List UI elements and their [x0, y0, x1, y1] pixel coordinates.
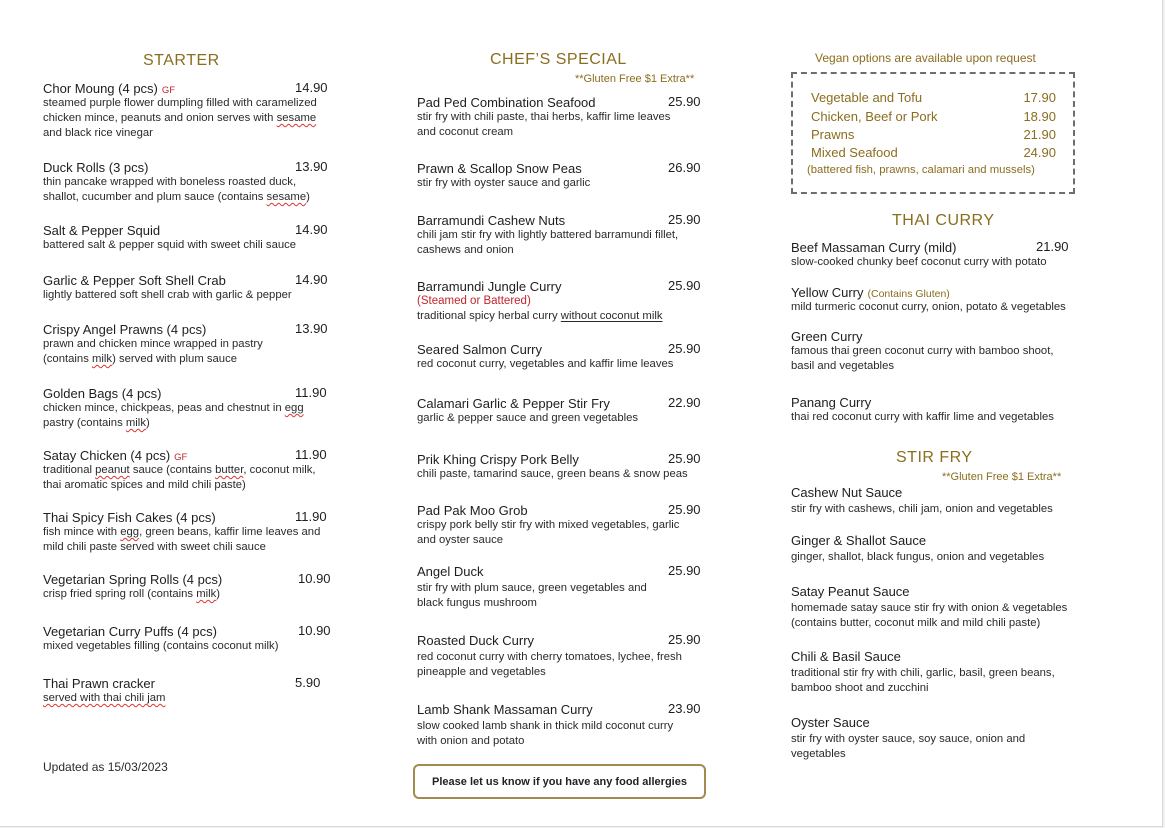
item-description: lightly battered soft shell crab with garlic & pepper	[43, 289, 292, 301]
item-description: stir fry with plum sauce, green vegetables and black fungus mushroom	[417, 582, 647, 609]
option-price: 21.90	[1023, 127, 1056, 142]
option-name: Chicken, Beef or Pork	[811, 109, 938, 124]
item-description: red coconut curry, vegetables and kaffir lime leaves	[417, 358, 674, 370]
gluten-tag: (Contains Gluten)	[867, 288, 950, 300]
item-name: Salt & Pepper Squid	[43, 223, 161, 238]
item-description: chili paste, tamarind sauce, green beans & snow peas	[417, 468, 688, 480]
item-price: 11.90	[295, 509, 327, 524]
menu-item	[791, 394, 1121, 425]
item-description: stir fry with oyster sauce, soy sauce, onion and vegetables	[791, 733, 1026, 760]
item-name: Satay Chicken (4 pcs)	[43, 448, 171, 463]
item-description: stir fry with oyster sauce and garlic	[417, 177, 591, 189]
menu-item	[417, 701, 727, 749]
protein-option	[811, 90, 1056, 105]
protein-options-box	[791, 72, 1075, 194]
item-description: famous thai green coconut curry with bamboo shoot, basil and vegetables	[791, 345, 1054, 372]
allergy-notice: Please let us know if you have any food allergies	[413, 764, 706, 799]
item-price: 25.90	[668, 94, 701, 109]
item-name: Satay Peanut Sauce	[791, 584, 910, 599]
menu-item	[791, 583, 1121, 631]
item-description: traditional spicy herbal curry without coconut milk	[417, 310, 663, 322]
item-description: traditional peanut sauce (contains butter, coconut milk, thai aromatic spices and mild chili paste)	[43, 464, 316, 491]
item-name: Lamb Shank Massaman Curry	[417, 702, 593, 717]
gluten-free-note: **Gluten Free $1 Extra**	[575, 73, 695, 85]
item-price: 25.90	[668, 212, 701, 227]
option-name: Vegetable and Tofu	[811, 90, 923, 105]
item-description: ginger, shallot, black fungus, onion and vegetables	[791, 551, 1045, 563]
menu-item	[791, 484, 1121, 517]
item-name: Pad Pak Moo Grob	[417, 503, 528, 518]
item-description: crisp fried spring roll (contains milk)	[43, 588, 221, 600]
item-name: Prik Khing Crispy Pork Belly	[417, 452, 579, 467]
item-description: homemade satay sauce stir fry with onion & vegetables (contains butter, coconut milk and mild chili paste)	[791, 602, 1068, 629]
item-name: Roasted Duck Curry	[417, 633, 535, 648]
vegan-note: Vegan options are available upon request	[815, 51, 1036, 65]
menu-item	[43, 272, 363, 303]
protein-option	[811, 109, 1056, 124]
option-price: 18.90	[1023, 109, 1056, 124]
item-name: Chor Moung (4 pcs)	[43, 81, 158, 96]
item-price: 13.90	[295, 321, 328, 336]
menu-item	[791, 328, 1121, 374]
option-name: Prawns	[811, 127, 855, 142]
menu-item	[417, 502, 727, 548]
item-name: Chili & Basil Sauce	[791, 649, 901, 664]
menu-item	[417, 395, 727, 426]
item-name: Panang Curry	[791, 395, 872, 410]
item-name: Cashew Nut Sauce	[791, 485, 903, 500]
menu-item	[43, 675, 363, 706]
item-name: Vegetarian Spring Rolls (4 pcs)	[43, 572, 223, 587]
menu-item	[417, 563, 727, 611]
item-description: battered salt & pepper squid with sweet chili sauce	[43, 239, 297, 251]
item-description: served with thai chili jam	[43, 692, 166, 704]
item-name: Green Curry	[791, 329, 863, 344]
item-price: 5.90	[295, 675, 321, 690]
gf-tag: GF	[161, 85, 176, 96]
menu-item	[43, 509, 363, 555]
item-price: 25.90	[668, 502, 701, 517]
item-description: stir fry with chili paste, thai herbs, kaffir lime leaves and coconut cream	[417, 111, 671, 138]
item-name: Yellow Curry	[791, 285, 864, 300]
starter-heading: STARTER	[143, 52, 220, 69]
item-price: 14.90	[295, 222, 328, 237]
protein-option	[811, 145, 1056, 160]
item-description: garlic & pepper sauce and green vegetables	[417, 412, 639, 424]
item-name: Vegetarian Curry Puffs (4 pcs)	[43, 624, 217, 639]
item-description: fish mince with egg, green beans, kaffir lime leaves and mild chili paste served with sweet chili sauce	[43, 526, 321, 553]
item-price: 10.90	[298, 571, 331, 586]
item-description: mixed vegetables filling (contains coconut milk)	[43, 640, 279, 652]
item-name: Garlic & Pepper Soft Shell Crab	[43, 273, 226, 288]
menu-item	[417, 160, 727, 191]
item-description: traditional stir fry with chili, garlic, basil, green beans, bamboo shoot and zucchini	[791, 667, 1055, 694]
option-name: Mixed Seafood	[811, 145, 898, 160]
item-description: stir fry with cashews, chili jam, onion and vegetables	[791, 503, 1053, 515]
item-name: Duck Rolls (3 pcs)	[43, 160, 149, 175]
item-description: red coconut curry with cherry tomatoes, lychee, fresh pineapple and vegetables	[417, 651, 682, 678]
item-description: mild turmeric coconut curry, onion, potato & vegetables	[791, 301, 1066, 313]
updated-date: Updated as 15/03/2023	[43, 760, 168, 774]
menu-item	[417, 212, 727, 258]
item-name: Angel Duck	[417, 564, 484, 579]
chefs-special-heading: CHEF’S SPECIAL	[490, 51, 627, 68]
item-name: Oyster Sauce	[791, 715, 870, 730]
item-name: Beef Massaman Curry (mild)	[791, 240, 957, 255]
seafood-note: (battered fish, prawns, calamari and mussels)	[807, 164, 1035, 176]
item-price: 14.90	[295, 80, 328, 95]
item-description: prawn and chicken mince wrapped in pastry (contains milk) served with plum sauce	[43, 338, 263, 365]
item-price: 25.90	[668, 632, 701, 647]
item-name: Calamari Garlic & Pepper Stir Fry	[417, 396, 610, 411]
item-name: Golden Bags (4 pcs)	[43, 386, 162, 401]
item-price: 14.90	[295, 272, 328, 287]
menu-item	[791, 532, 1121, 565]
item-description: crispy pork belly stir fry with mixed vegetables, garlic and oyster sauce	[417, 519, 680, 546]
menu-item	[417, 632, 727, 680]
thai-curry-heading: THAI CURRY	[892, 212, 995, 229]
menu-item	[43, 571, 363, 602]
option-price: 24.90	[1023, 145, 1056, 160]
cooking-option: (Steamed or Battered)	[417, 295, 531, 307]
menu-item	[43, 385, 363, 431]
item-name: Barramundi Cashew Nuts	[417, 213, 566, 228]
item-description: chili jam stir fry with lightly battered barramundi fillet, cashews and onion	[417, 229, 679, 256]
item-description: slow cooked lamb shank in thick mild coconut curry with onion and potato	[417, 720, 674, 747]
menu-item	[43, 447, 363, 493]
protein-option	[811, 127, 1056, 142]
menu-item	[791, 284, 1121, 315]
gluten-free-note: **Gluten Free $1 Extra**	[942, 471, 1062, 483]
menu-item	[43, 321, 363, 367]
item-price: 25.90	[668, 563, 701, 578]
item-price: 21.90	[1036, 239, 1069, 254]
menu-item	[43, 222, 363, 253]
menu-item	[791, 648, 1121, 696]
item-price: 23.90	[668, 701, 701, 716]
item-name: Ginger & Shallot Sauce	[791, 533, 927, 548]
item-price: 11.90	[295, 385, 327, 400]
item-name: Pad Ped Combination Seafood	[417, 95, 596, 110]
option-price: 17.90	[1023, 90, 1056, 105]
menu-item	[43, 159, 363, 205]
item-name: Thai Spicy Fish Cakes (4 pcs)	[43, 510, 216, 525]
item-name: Seared Salmon Curry	[417, 342, 542, 357]
item-description: thai red coconut curry with kaffir lime and vegetables	[791, 411, 1054, 423]
item-price: 25.90	[668, 341, 701, 356]
menu-item	[43, 80, 363, 141]
menu-item	[417, 451, 727, 482]
item-price: 10.90	[298, 623, 331, 638]
item-price: 11.90	[295, 447, 327, 462]
item-price: 22.90	[668, 395, 701, 410]
item-description: chicken mince, chickpeas, peas and chestnut in egg pastry (contains milk)	[43, 402, 304, 429]
item-price: 13.90	[295, 159, 328, 174]
menu-item	[417, 94, 727, 140]
item-description: slow-cooked chunky beef coconut curry with potato	[791, 256, 1047, 268]
menu-item	[43, 623, 363, 654]
item-price: 26.90	[668, 160, 701, 175]
item-name: Crispy Angel Prawns (4 pcs)	[43, 322, 207, 337]
menu-item	[417, 341, 727, 372]
item-price: 25.90	[668, 278, 701, 293]
menu-item	[417, 278, 727, 324]
item-name: Barramundi Jungle Curry	[417, 279, 562, 294]
item-name: Thai Prawn cracker	[43, 676, 155, 691]
item-name: Prawn & Scallop Snow Peas	[417, 161, 582, 176]
item-description: steamed purple flower dumpling filled with caramelized chicken mince, peanuts and onion serves with sesame and black rice vinegar	[43, 97, 317, 139]
gf-tag: GF	[174, 452, 188, 463]
menu-item	[791, 714, 1121, 762]
item-price: 25.90	[668, 451, 701, 466]
menu-item	[791, 239, 1121, 270]
stir-fry-heading: STIR FRY	[896, 449, 973, 466]
item-description: thin pancake wrapped with boneless roasted duck, shallot, cucumber and plum sauce (contains sesame)	[43, 176, 310, 203]
